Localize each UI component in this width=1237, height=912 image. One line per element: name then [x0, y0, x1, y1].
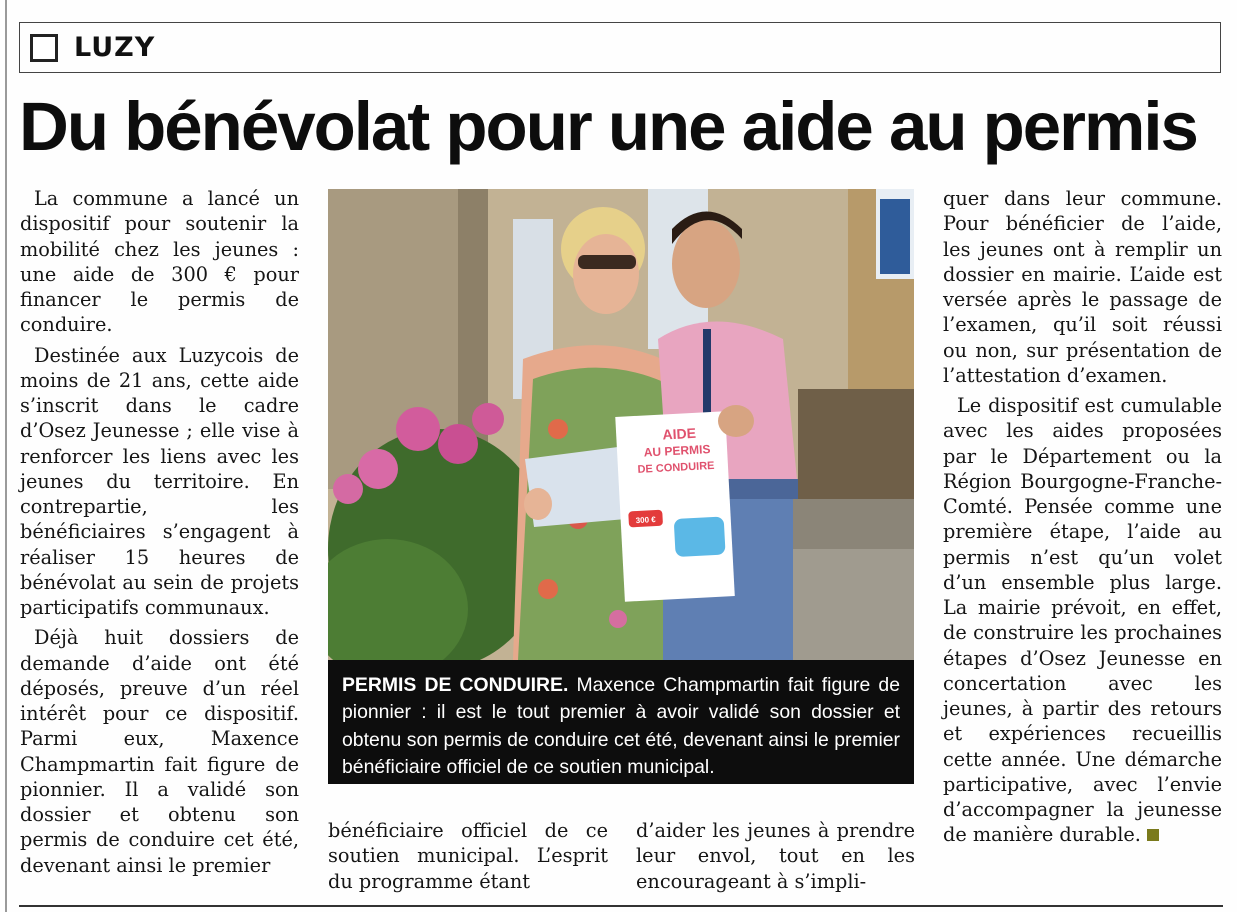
poster-text-line1: AIDE — [662, 424, 697, 443]
photo-caption — [328, 660, 914, 784]
paragraph: bénéficiaire officiel de ce soutien municipal. L’esprit du programme étant — [328, 819, 608, 893]
paragraph: d’aider les jeunes à prendre leur envol, tout en les encourageant à s’impli- — [636, 819, 915, 893]
page-margin-rule — [5, 0, 7, 912]
article-column-1 — [20, 186, 299, 878]
paragraph: Destinée aux Luzycois de moins de 21 ans, cette aide s’inscrit dans le cadre d’Osez Jeunesse ; elle vise à renforcer les liens avec les jeunes du territoire. En contrepartie, les bénéficiaires s’engagent à réaliser 15 heures de bénévolat au sein de projets participatifs communaux. — [20, 343, 299, 619]
section-square-icon — [30, 34, 58, 62]
caption-text: Maxence Champmartin fait figure de pionnier : il est le tout premier à avoir validé son dossier et obtenu son permis de conduire cet été, devenant ainsi le premier bénéficiaire officiel de ce soutien municipal. — [342, 674, 900, 779]
end-of-article-mark — [1147, 829, 1159, 841]
article-photo — [328, 189, 914, 660]
poster-text-line2: AU PERMIS — [643, 442, 711, 460]
article-column-2 — [328, 818, 608, 894]
paragraph-text: Le dispositif est cumulable avec les aides proposées par le Département ou la Région Bourgogne-Franche-Comté. Pensée comme une première étape, l’aide au permis n’est qu’un volet d’un ensemble plus large. La mairie prévoit, en effet, de construire les prochaines étapes d’Osez Jeunesse en concertation avec les jeunes, à partir des retours et expériences recueillis cette année. Une démarche participative, avec l’envie d’accompagner la jeunesse de manière durable. — [943, 394, 1222, 847]
paragraph: La commune a lancé un dispositif pour soutenir la mobilité chez les jeunes : une aide de 300 € pour financer le permis de conduire. — [20, 187, 299, 337]
bottom-rule — [19, 905, 1223, 907]
article-column-4 — [943, 186, 1222, 848]
paragraph — [943, 393, 1222, 848]
poster-badge: 300 € — [635, 515, 656, 526]
section-header — [19, 22, 1221, 73]
paragraph: Déjà huit dossiers de demande d’aide ont été déposés, preuve d’un réel intérêt pour ce dispositif. Parmi eux, Maxence Champmartin fait figure de pionnier. Il a validé son dossier et obtenu son permis de conduire cet été, devenant ainsi le premier — [20, 626, 299, 877]
article-column-3 — [636, 818, 915, 894]
article-headline: Du bénévolat pour une aide au permis — [19, 88, 1197, 165]
section-label: LUZY — [74, 32, 156, 63]
paragraph: quer dans leur commune. Pour bénéficier de l’aide, les jeunes ont à remplir un dossier en mairie. L’aide est versée après le passage de l’examen, qu’il soit réussi ou non, sur présentation de l’attestation d’examen. — [943, 187, 1222, 387]
poster-text-line3: DE CONDUIRE — [637, 459, 715, 476]
caption-title: PERMIS DE CONDUIRE. — [342, 674, 569, 696]
